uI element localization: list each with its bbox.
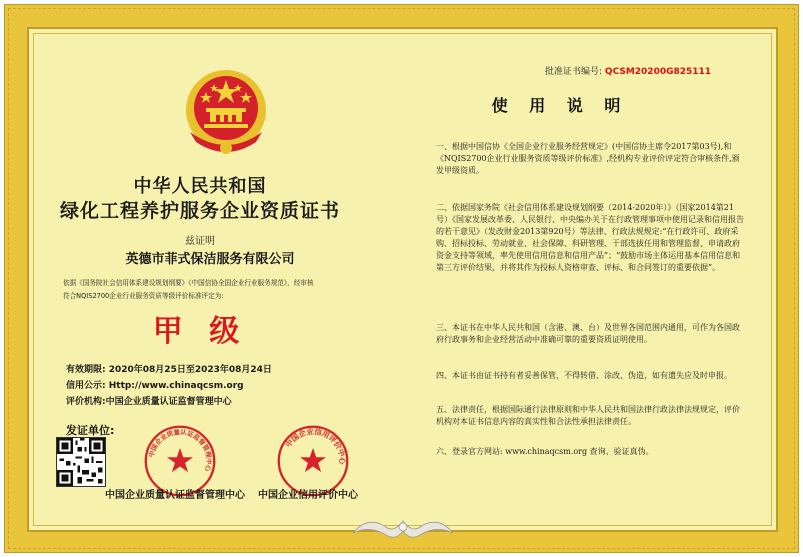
issuer-1-name: 中国企业质量认证监督管理中心 bbox=[105, 490, 245, 501]
qr-code-icon bbox=[56, 437, 106, 487]
company-name: 英德市菲式保洁服务有限公司 bbox=[125, 252, 295, 267]
basis-line-2: 符合NQIS2700企业行业服务资质等级评价标准评定为: bbox=[63, 292, 224, 300]
serial-label: 批准证书编号: bbox=[545, 67, 603, 77]
title-certificate: 绿化工程养护服务企业资质证书 bbox=[59, 200, 340, 222]
validity-period: 有效期限: 2020年08月25日至2023年08月24日 bbox=[66, 365, 272, 375]
serial-value: QCSM20200G825111 bbox=[604, 67, 712, 77]
serial-number bbox=[545, 64, 711, 77]
instruction-item-1: 一、根据中国信协《全国企业行业服务经营规定》(中国信协主席令2017第03号),和《NQIS2700企业行业服务资质等级评价标准》,经机构专业评价评定符合审核条件,颁发甲级资质。 bbox=[436, 142, 740, 175]
instruction-item-3: 三、本证书在中华人民共和国（含港、澳、台）及世界各国范围内通用，可作为各国政府行政事务和企业经营活动中准确可靠的重要资质证明使用。 bbox=[436, 323, 740, 344]
basis-line-1: 依据《国务院社会信用体系建设规划纲要》《中国信协全国企业行业服务规范》，经审核 bbox=[63, 279, 314, 287]
grade-level: 甲 级 bbox=[152, 314, 248, 349]
evaluation-agency: 评价机构:中国企业质量认证监督管理中心 bbox=[66, 397, 232, 407]
title-country: 中华人民共和国 bbox=[133, 176, 267, 197]
instruction-item-2: 二、依据国家务院《社会信用体系建设规划纲要（2014-2020年）》（国家2014第21号）《国家发展改革委、人民银行、中央编办关于在行政管理事项中使用记录和信用报告的若干意见》（发改财金2013第920号）等法律、行政法规规定:“在行政许可、政府采购、招标投标、劳动就业、社会保障、科研管理、干部选拔任用和管理监督、申请政府资金支持等领域，率先使用信用信息和信用产品”；“鼓励市场主体运用基本信用信息和第三方评价结果，并将其作为投标人资格审查、评标、和合同签订的重要依据”。 bbox=[436, 203, 744, 272]
instruction-item-4: 四、本证书由证书持有者妥善保管，不得转借、涂改、伪造，如有遗失应及时申报。 bbox=[436, 371, 732, 380]
instruction-item-6: 六、登录官方网站: www.chinaqcsm.org 查询、验证真伪。 bbox=[436, 447, 654, 456]
instructions-heading: 使 用 说 明 bbox=[491, 96, 629, 115]
public-website: 信用公示: Http://www.chinaqcsm.org bbox=[66, 381, 244, 391]
instruction-item-5: 五、法律责任，根据国际通行法律原则和中华人民共和国法律行政法律法规规定，评价机构对本证书信息内容的真实性和合法性承担法律责任。 bbox=[436, 405, 740, 426]
issuer-label: 发证单位: bbox=[66, 424, 115, 437]
national-emblem-icon bbox=[176, 62, 276, 162]
ornament-icon bbox=[348, 513, 458, 541]
seal2-ring-text: 中国企业信用评价中心 bbox=[283, 426, 347, 465]
hereby-certify-text: 兹证明 bbox=[185, 236, 215, 247]
issuer-2-name: 中国企业信用评价中心 bbox=[258, 490, 358, 501]
seal1-ring-text: 中国企业质量认证监督管理中心 bbox=[147, 428, 213, 473]
evaluation-basis bbox=[63, 277, 368, 303]
